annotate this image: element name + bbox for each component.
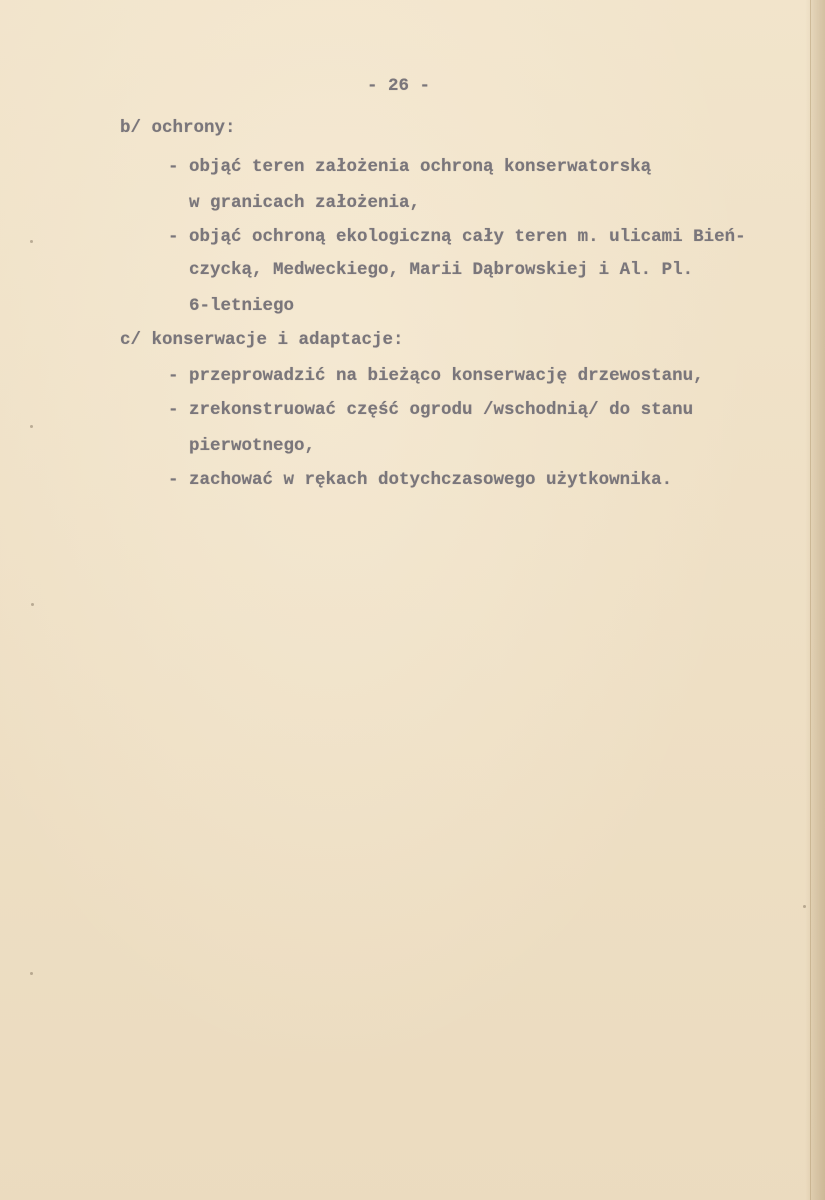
- section-heading-c: c/ konserwacje i adaptacje:: [120, 330, 404, 350]
- page-number: - 26 -: [367, 76, 431, 96]
- paper-speck: [803, 905, 806, 908]
- paper-speck: [30, 972, 33, 975]
- paper-speck: [30, 425, 33, 428]
- list-item-line: - objąć teren założenia ochroną konserwatorską: [168, 157, 652, 177]
- list-item-line: 6-letniego: [189, 296, 295, 316]
- list-item-line: - przeprowadzić na bieżąco konserwację drzewostanu,: [168, 366, 704, 386]
- list-item-line: pierwotnego,: [189, 436, 316, 456]
- section-heading-b: b/ ochrony:: [120, 118, 236, 138]
- list-item-line: w granicach założenia,: [189, 193, 421, 213]
- list-item-line: czycką, Medweckiego, Marii Dąbrowskiej i Al. Pl.: [189, 260, 694, 280]
- list-item-line: - zrekonstruować część ogrodu /wschodnią/ do stanu: [168, 400, 694, 420]
- list-item-line: - objąć ochroną ekologiczną cały teren m. ulicami Bień-: [168, 227, 746, 247]
- paper-edge: [810, 0, 825, 1200]
- paper-speck: [30, 240, 33, 243]
- paper-speck: [31, 603, 34, 606]
- list-item-line: - zachować w rękach dotychczasowego użytkownika.: [168, 470, 673, 490]
